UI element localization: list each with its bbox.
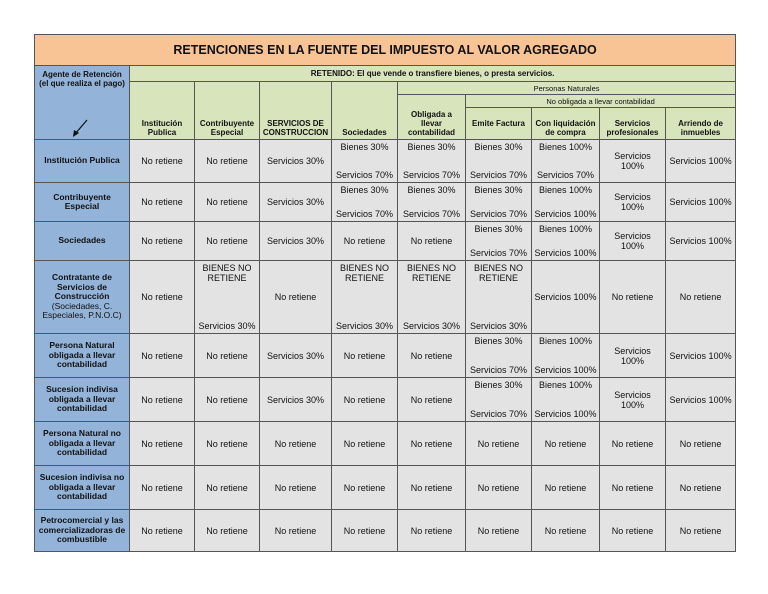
cell-value: Servicios 30%: [266, 394, 325, 405]
cell-value: No retiene: [141, 394, 183, 405]
value-cell: [398, 334, 466, 378]
value-cell: [600, 378, 666, 422]
col-header-6: Emite Factura: [466, 108, 532, 140]
cell-top-value: Bienes 100%: [538, 336, 593, 346]
cell-value: No retiene: [410, 394, 453, 405]
cell-value: No retiene: [410, 438, 453, 449]
cell-bottom-value: Servicios 70%: [335, 209, 394, 219]
agent-label: Contratante de Servicios de Construcción: [52, 272, 112, 302]
retenciones-table: [34, 34, 736, 552]
value-cell: [130, 261, 195, 334]
agent-cell: [35, 378, 130, 422]
value-cell: [398, 466, 466, 510]
cell-value: No retiene: [141, 197, 183, 207]
cell-value: Servicios 100%: [669, 156, 732, 166]
cell-top-value: BIENES NO RETIENE: [473, 263, 523, 283]
cell-bottom-value: Servicios 70%: [469, 209, 528, 219]
cell-bottom-value: Servicios 100%: [534, 248, 597, 258]
cell-value: No retiene: [206, 236, 248, 246]
cell-bottom-value: Servicios 70%: [402, 209, 461, 219]
value-cell: [130, 183, 195, 222]
cell-bottom-value: Servicios 70%: [469, 365, 528, 375]
value-cell: [666, 140, 736, 183]
value-cell: [398, 510, 466, 552]
cell-value: No retiene: [274, 482, 317, 493]
cell-top-value: Bienes 30%: [474, 185, 523, 195]
table-row: [35, 466, 736, 510]
value-cell: [332, 140, 398, 183]
table-row: [35, 510, 736, 552]
col-header-3: SERVICIOS DE CONSTRUCCION: [260, 82, 332, 140]
table-row: [35, 422, 736, 466]
value-cell: [600, 183, 666, 222]
cell-value: No retiene: [274, 438, 317, 449]
cell-value: No retiene: [544, 482, 587, 493]
value-cell: [195, 334, 260, 378]
cell-value: No retiene: [410, 482, 453, 493]
cell-top-value: Bienes 30%: [474, 142, 523, 152]
table-row: [35, 183, 736, 222]
value-cell: [195, 183, 260, 222]
value-cell: [398, 183, 466, 222]
cell-bottom-value: Servicios 30%: [469, 321, 528, 331]
value-cell: [332, 510, 398, 552]
cell-top-value: BIENES NO RETIENE: [406, 263, 456, 283]
value-cell: [466, 140, 532, 183]
cell-top-value: BIENES NO RETIENE: [202, 263, 252, 283]
table-row: [35, 334, 736, 378]
cell-value: Servicios 100%: [534, 292, 597, 302]
cell-value: No retiene: [206, 525, 248, 536]
cell-top-value: Bienes 100%: [538, 142, 593, 152]
value-cell: [260, 261, 332, 334]
value-cell: [398, 261, 466, 334]
cell-value: No retiene: [141, 438, 183, 449]
col-header-1: Institución Publica: [130, 82, 195, 140]
value-cell: [532, 222, 600, 261]
cell-top-value: Bienes 100%: [538, 185, 593, 195]
table-row: [35, 261, 736, 334]
agent-cell: [35, 140, 130, 183]
col-header-7: Con liquidación de compra: [532, 108, 600, 140]
value-cell: [195, 261, 260, 334]
cell-value: No retiene: [206, 197, 248, 207]
cell-value: No retiene: [410, 350, 453, 361]
cell-value: Servicios 30%: [266, 156, 325, 166]
agent-cell: [35, 466, 130, 510]
agent-label: Contribuyente Especial: [53, 191, 111, 211]
cell-value: No retiene: [141, 236, 183, 246]
cell-value: No retiene: [343, 482, 386, 493]
value-cell: [130, 140, 195, 183]
cell-top-value: Bienes 30%: [340, 142, 389, 152]
value-cell: [130, 510, 195, 552]
cell-value: No retiene: [206, 156, 248, 166]
value-cell: [532, 334, 600, 378]
cell-top-value: BIENES NO RETIENE: [339, 263, 389, 283]
agent-header-label: Agente de Retención (el que realiza el pago): [39, 70, 125, 88]
cell-value: No retiene: [343, 350, 386, 361]
cell-value: No retiene: [679, 438, 722, 449]
arrow-down-left-icon: [71, 118, 91, 138]
agent-label: Institución Publica: [44, 155, 120, 166]
value-cell: [398, 378, 466, 422]
value-cell: [532, 140, 600, 183]
col-header-9: Arriendo de inmuebles: [666, 108, 736, 140]
table-title: RETENCIONES EN LA FUENTE DEL IMPUESTO AL VALOR AGREGADO: [35, 35, 736, 66]
cell-bottom-value: Servicios 100%: [534, 365, 597, 375]
cell-top-value: Bienes 30%: [407, 185, 456, 195]
col-header-2: Contribuyente Especial: [195, 82, 260, 140]
value-cell: [195, 140, 260, 183]
value-cell: [466, 222, 532, 261]
value-cell: [332, 183, 398, 222]
value-cell: [130, 422, 195, 466]
cell-value: Servicios 100%: [614, 389, 651, 410]
cell-bottom-value: Servicios 30%: [402, 321, 461, 331]
value-cell: [466, 183, 532, 222]
cell-value: No retiene: [274, 525, 317, 536]
value-cell: [466, 334, 532, 378]
value-cell: [332, 466, 398, 510]
cell-value: No retiene: [611, 525, 654, 536]
cell-value: No retiene: [477, 438, 520, 449]
value-cell: [332, 378, 398, 422]
value-cell: [666, 222, 736, 261]
value-cell: [600, 222, 666, 261]
cell-value: No retiene: [206, 394, 248, 405]
value-cell: [666, 334, 736, 378]
value-cell: [130, 378, 195, 422]
cell-bottom-value: Servicios 70%: [335, 170, 394, 180]
value-cell: [260, 222, 332, 261]
table-row: [35, 378, 736, 422]
cell-top-value: Bienes 30%: [340, 185, 389, 195]
cell-bottom-value: Servicios 30%: [198, 321, 256, 331]
agent-cell: [35, 261, 130, 334]
cell-top-value: Bienes 30%: [474, 336, 523, 346]
value-cell: [260, 466, 332, 510]
value-cell: [130, 466, 195, 510]
cell-value: No retiene: [141, 525, 183, 536]
value-cell: [195, 422, 260, 466]
value-cell: [532, 261, 600, 334]
cell-value: No retiene: [679, 525, 722, 536]
col-header-4: Sociedades: [332, 82, 398, 140]
value-cell: [130, 222, 195, 261]
value-cell: [332, 334, 398, 378]
value-cell: [600, 510, 666, 552]
cell-value: No retiene: [611, 482, 654, 493]
table-row: [35, 222, 736, 261]
value-cell: [600, 140, 666, 183]
value-cell: [600, 261, 666, 334]
value-cell: [532, 183, 600, 222]
value-cell: [600, 422, 666, 466]
cell-top-value: Bienes 100%: [538, 380, 593, 390]
cell-bottom-value: Servicios 30%: [335, 321, 394, 331]
agent-cell: [35, 222, 130, 261]
agent-label: Persona Natural no obligada a llevar contabilidad: [43, 428, 121, 458]
value-cell: [195, 378, 260, 422]
cell-value: Servicios 100%: [614, 345, 651, 366]
cell-value: No retiene: [343, 394, 386, 405]
value-cell: [260, 378, 332, 422]
cell-top-value: Bienes 100%: [538, 224, 593, 234]
cell-bottom-value: Servicios 100%: [534, 209, 597, 219]
value-cell: [600, 466, 666, 510]
agent-label: Sucesion indivisa no obligada a llevar contabilidad: [39, 472, 125, 502]
cell-value: No retiene: [206, 350, 248, 361]
agent-cell: [35, 422, 130, 466]
cell-top-value: Bienes 30%: [474, 380, 523, 390]
value-cell: [666, 510, 736, 552]
value-cell: [195, 510, 260, 552]
value-cell: [666, 183, 736, 222]
agent-header: [35, 66, 130, 140]
value-cell: [466, 378, 532, 422]
cell-bottom-value: Servicios 70%: [402, 170, 461, 180]
cell-value: No retiene: [141, 156, 183, 166]
cell-value: No retiene: [274, 292, 317, 302]
table-row: [35, 140, 736, 183]
value-cell: [532, 378, 600, 422]
value-cell: [195, 222, 260, 261]
value-cell: [260, 140, 332, 183]
value-cell: [195, 466, 260, 510]
agent-label: Sucesion indivisa obligada a llevar contabilidad: [46, 384, 118, 414]
value-cell: [332, 422, 398, 466]
cell-value: No retiene: [410, 236, 453, 246]
value-cell: [532, 422, 600, 466]
agent-cell: [35, 510, 130, 552]
cell-bottom-value: Servicios 70%: [536, 170, 595, 180]
value-cell: [666, 261, 736, 334]
cell-value: Servicios 100%: [669, 394, 732, 405]
value-cell: [600, 334, 666, 378]
value-cell: [466, 422, 532, 466]
cell-bottom-value: Servicios 70%: [469, 170, 528, 180]
cell-value: Servicios 100%: [669, 236, 732, 246]
value-cell: [666, 466, 736, 510]
value-cell: [666, 378, 736, 422]
cell-value: No retiene: [679, 482, 722, 493]
agent-label: Persona Natural obligada a llevar contabilidad: [48, 340, 116, 370]
cell-value: No retiene: [206, 482, 248, 493]
cell-value: No retiene: [343, 236, 386, 246]
cell-value: Servicios 100%: [669, 350, 732, 361]
cell-value: Servicios 30%: [266, 350, 325, 361]
value-cell: [532, 466, 600, 510]
cell-value: No retiene: [679, 292, 722, 302]
cell-value: Servicios 30%: [266, 236, 325, 246]
value-cell: [466, 466, 532, 510]
cell-value: No retiene: [141, 482, 183, 493]
value-cell: [398, 422, 466, 466]
cell-value: No retiene: [410, 525, 453, 536]
value-cell: [260, 334, 332, 378]
cell-top-value: Bienes 30%: [407, 142, 456, 152]
value-cell: [466, 510, 532, 552]
cell-value: No retiene: [611, 292, 654, 302]
agent-cell: [35, 183, 130, 222]
retenido-header: RETENIDO: El que vende o transfiere bienes, o presta servicios.: [130, 66, 736, 82]
cell-bottom-value: Servicios 100%: [534, 409, 597, 419]
cell-value: Servicios 30%: [266, 197, 325, 207]
cell-top-value: Bienes 30%: [474, 224, 523, 234]
agent-label: Sociedades: [58, 235, 106, 246]
no-obligada-header: No obligada a llevar contabilidad: [466, 95, 736, 108]
cell-value: Servicios 100%: [669, 197, 732, 207]
value-cell: [332, 261, 398, 334]
value-cell: [260, 510, 332, 552]
cell-value: Servicios 100%: [614, 151, 651, 171]
cell-value: No retiene: [343, 525, 386, 536]
personas-naturales-header: Personas Naturales: [398, 82, 736, 95]
cell-value: Servicios 100%: [614, 192, 651, 212]
cell-value: No retiene: [206, 438, 248, 449]
value-cell: [398, 140, 466, 183]
value-cell: [666, 422, 736, 466]
col-header-8: Servicios profesionales: [600, 108, 666, 140]
agent-note: (Sociedades, C. Especiales, P.N.O.C): [42, 300, 122, 321]
cell-value: No retiene: [544, 438, 587, 449]
cell-value: No retiene: [544, 525, 587, 536]
cell-value: No retiene: [141, 292, 183, 302]
cell-value: No retiene: [343, 438, 386, 449]
cell-value: No retiene: [477, 525, 520, 536]
value-cell: [332, 222, 398, 261]
cell-value: Servicios 100%: [614, 231, 651, 251]
agent-label: Petrocomercial y las comercializadoras de combustible: [38, 515, 126, 545]
value-cell: [532, 510, 600, 552]
value-cell: [398, 222, 466, 261]
value-cell: [260, 422, 332, 466]
col-header-5: Obligada a llevar contabilidad: [398, 95, 466, 140]
value-cell: [260, 183, 332, 222]
cell-bottom-value: Servicios 70%: [469, 409, 528, 419]
cell-bottom-value: Servicios 70%: [469, 248, 528, 258]
cell-value: No retiene: [611, 438, 654, 449]
cell-value: No retiene: [477, 482, 520, 493]
value-cell: [130, 334, 195, 378]
value-cell: [466, 261, 532, 334]
agent-cell: [35, 334, 130, 378]
cell-value: No retiene: [141, 350, 183, 361]
